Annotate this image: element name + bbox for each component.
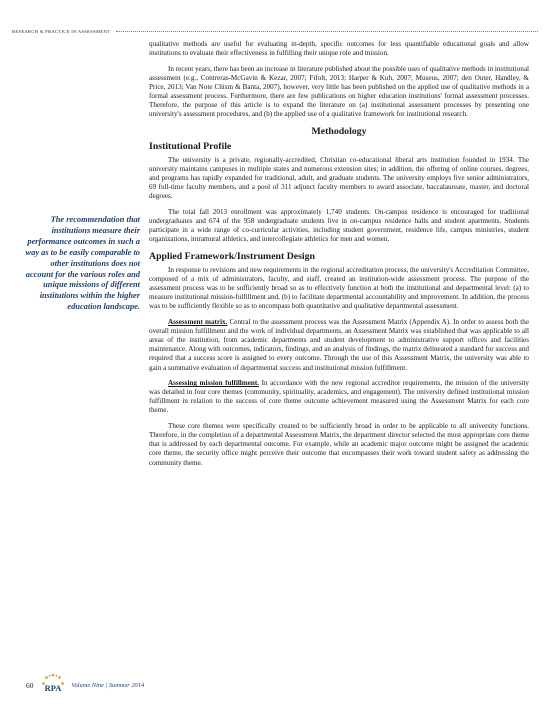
- assessment-matrix-text: Central to the assessment process was the Assessment Matrix (Appendix A). In order to assess both the overall mission fulfillment and the work of individual departments, an Assessment Matrix was established that was applicable to all areas of the institution, from academic departments and student development to administrative support offices and facilities maintenance. Along with outcomes, indicators, findings, and an analysis of findings, the matrix delineated a standard for success and required that a success score is assigned to every outcome. Through the use of this Assessment Matrix, the university was able to gain a summative evaluation of departmental success and institutional mission fulfillment.: [149, 318, 529, 372]
- assessment-matrix-paragraph: [149, 318, 529, 373]
- running-head-title: RESEARCH & PRACTICE IN ASSESSMENT: [12, 28, 111, 34]
- logo-text: RPA: [44, 683, 62, 693]
- intro-paragraph: In recent years, there has been an increase in literature published about the possible uses of qualitative methods in institutional assessment (e.g., Contreras-McGavin & Kezar, 2007; Fifolt, 2013; Harper & Kuh, 2007; Museus, 2007; den Outer, Handley, & Price, 2013; Van Note Chism & Banta, 2007), however, very little has been published on the applied use of qualitative methods in a formal assessment process. Furthermore, there are few publications on higher education institutions' formal assessment processes. Therefore, the purpose of this article is to expand the literature on (a) institutional assessment processes by presenting one university's assessment procedures, and (b) the applied use of a qualitative framework for institutional research.: [149, 64, 529, 119]
- pull-quote: The recommendation that institutions measure their performance outcomes in such a way as to be easily comparable to other institutions does not account for the various roles and unique missions of different institutions within the higher education landscape.: [25, 215, 140, 312]
- applied-framework-heading: Applied Framework/Instrument Design: [149, 250, 316, 262]
- page-footer: [26, 672, 226, 698]
- core-themes-paragraph: These core themes were specifically created to be sufficiently broad in order to be applicable to all university functions. Therefore, in the completion of a departmental Assessment Matrix, the department director selected the most appropriate core theme that is addressed by each departmental outcome. For example, while an academic major outcome might be assigned the academic core theme, the security office might perceive their outcome that encompasses their work toward student safety as addressing the community theme.: [149, 422, 529, 467]
- methodology-heading: Methodology: [311, 125, 367, 137]
- mission-fulfillment-run-in-heading: Assessing mission fulfillment.: [168, 379, 260, 388]
- mission-fulfillment-paragraph: [149, 379, 529, 415]
- mission-fulfillment-text: In accordance with the new regional accreditor requirements, the mission of the university was detailed in four core themes (community, spirituality, academics, and engagement). The university defined institutional mission fulfillment in relation to the success of core theme outcome achievement measured using the Assessment Matrix for each core theme.: [149, 379, 530, 415]
- rpa-logo-icon: [40, 672, 66, 698]
- assessment-matrix-run-in-heading: Assessment matrix.: [168, 318, 228, 327]
- institutional-profile-paragraph: The university is a private, regionally-accredited, Christian co-educational liberal arts institution founded in 1934. The university maintains campuses in multiple states and numerous extension sites; in addition, the offering of online courses, degrees, and programs has rapidly expanded for traditional, adult, and graduate students. The university employs five senior administrators, 69 full-time faculty members, and a pool of 311 adjunct faculty members to award associate, baccalaureate, master, and doctoral degrees.: [149, 155, 529, 201]
- running-head-rule: [116, 31, 538, 32]
- running-head: [12, 26, 538, 36]
- article-body: [149, 40, 529, 474]
- institutional-profile-heading: Institutional Profile: [149, 140, 232, 152]
- page-number: 60: [26, 680, 34, 690]
- enrollment-paragraph: The total fall 2013 enrollment was approximately 1,740 students. On-campus residence is encouraged for traditional undergraduates and 674 of the 958 undergraduate students live in on-campus residence halls and student apartments. Students participate in a wide range of co-curricular activities, including student government, residence life, campus ministries, student organizations, intramural athletics, and intercollegiate athletics for men and women.: [149, 208, 529, 244]
- journal-info: Volume Nine | Summer 2014: [71, 681, 145, 689]
- framework-paragraph: In response to revisions and new requirements in the regional accreditation process, the university's Accreditation Committee, composed of a mix of administrators, faculty, and staff, created an institution-wide assessment process. The purpose of the assessment process was to be sufficiently broad so as to effectively function at both the institutional and departmental level: (a) to measure institutional mission-fulfillment and, (b) to facilitate departmental accountability and improvement. In addition, the process was to be sufficiently flexible so as to encompass both quantitative and qualitative departmental assessment.: [149, 265, 529, 311]
- intro-paragraph-continuation: qualitative methods are useful for evaluating in-depth, specific outcomes for less quantifiable educational goals and allow institutions to evaluate their effectiveness in fulfilling their unique role and mission.: [149, 40, 529, 58]
